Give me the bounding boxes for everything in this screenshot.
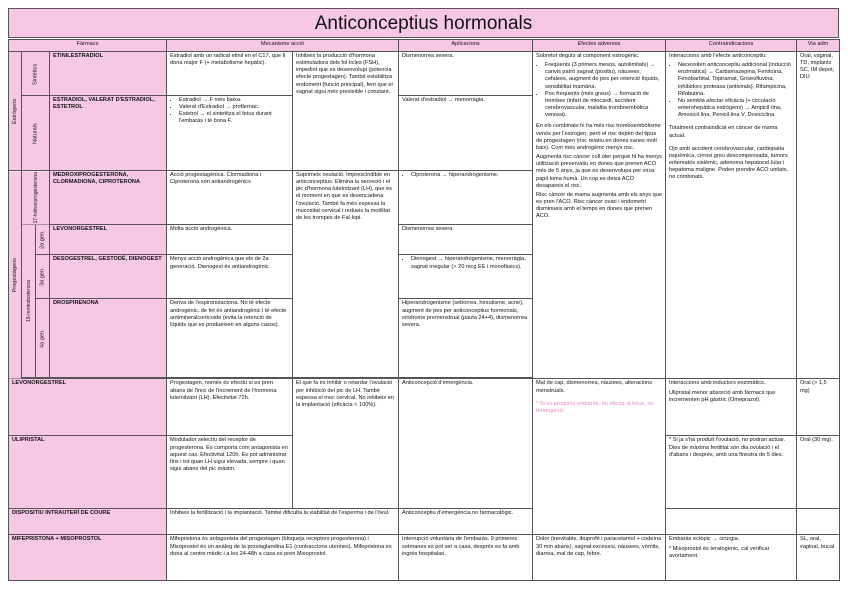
efectes-emergency-note: * Si es produeix embaràs, no afecta al fetus, no teratogènic. — [536, 400, 654, 414]
contra-ulipristal: * Si ja s'ha produït l'ovulació, no podran actuar. Dies de màxima fertilitat són dia ovulació i el d'abans i després, amb una finestra de 5 dies. — [666, 436, 797, 509]
app-desogestrel — [399, 255, 533, 299]
subgroup-gen2: 2a gen. — [36, 225, 50, 255]
drug-drospirenona: DROSPIRENONA — [50, 299, 167, 378]
efectes-emergency — [533, 379, 666, 535]
mech-estradiol — [167, 96, 293, 171]
app-levonorgestrel-2gen: Dismenorrea severa. — [399, 225, 533, 255]
contra-levo-text: Interaccions amb inductors enzimàtics. — [669, 380, 766, 387]
app-etinilestradiol: Dismenorrea severa. — [399, 52, 533, 96]
app-deso-list — [402, 256, 529, 270]
drug-diu: DISPOSITIU INTRAUTERÍ DE COURE — [9, 509, 167, 535]
app-mifepristona: Interrupció voluntària de l'embaràs. 9 primeres setmanes es pot ser a casa, després es fa amb ingrés hospitalari. — [399, 535, 533, 581]
via-mifepristona: SL, oral, vaginal, bucal. — [797, 535, 840, 581]
drug-etinilestradiol: ETINILESTRADIOL — [50, 52, 167, 96]
contra-item: • Necessiten anticonceptiu addicional (inducció enzimàtica) → Carbamazepina, Fenitoïna, Fenobarbital, Topiramat, Griseofluvina, inhibidors proteasa (antivirals), Rifampicina, Rifabutina. — [678, 62, 793, 98]
mech-estrogens: Inhibeix la producció d'hormona estimuladora dels fol·licles (FSH), impedint que es desenvolupi (potencia efecte progestagen). També estabilitza endometri (funció principal), fent que el sagnat sigui més previsible i constant. — [293, 52, 399, 171]
header-farmacs: Fàrmacs — [9, 40, 167, 52]
drug-ulipristal: ULIPRISTAL — [9, 436, 167, 509]
contra-item: • No sembla afectar eficàcia (+ circulació enterohepàtica estrògens) → Ampicil·lina, Amoxicil·lina, Penicil·lina V, Doxiciclina. — [678, 98, 793, 119]
row-mifepristona — [9, 535, 840, 581]
mech-medroxiprogesterona: Acció progestagènica. Clormadiona i Ciproterona són antiandrogènics — [167, 171, 293, 225]
app-medroxiprogesterona — [399, 171, 533, 225]
subgroup-naturals: Naturals — [22, 96, 50, 171]
app-estradiol: Valerat d'estradiol → menorràgia. — [399, 96, 533, 171]
mech-item: • Estetrol → el sintetitza el fetus durant l'embaràs i té bona F. — [179, 111, 289, 125]
header-via: Via adm — [797, 40, 840, 52]
mech-item: • Valerat d'Estradiol → profàrmac. — [179, 104, 289, 111]
contra-p2: Totalment contraindicat en càncer de mama actual. — [669, 125, 778, 139]
mech-levonorgestrel-2gen: Molta acció androgènica. — [167, 225, 293, 255]
subgroup-sintetics: Sintètics — [22, 52, 50, 96]
contra-levonorgestrel — [666, 379, 797, 436]
drug-estradiol: ESTRADIOL, VALERAT D'ESTRADIOL, ESTETROL — [50, 96, 167, 171]
subgroup-hidroxi: 17-hidroxiprogesterona — [22, 171, 50, 225]
drug-levonorgestrel-2gen: LEVONORGESTREL — [50, 225, 167, 255]
drug-medroxiprogesterona: MEDROXIPROGESTERONA, CLORMADIONA, CIPROTERONA — [50, 171, 167, 225]
efectes-p3: Augmenta risc càncer coll úter perquè hi ha menys utilització preservatiu en dones que prenen ACO més de 5 anys, ja que es desenvolupa per virus papil·loma humà. Un cop es deixa ACO desapareix el risc. — [536, 154, 662, 189]
subgroup-gen3: 3a gen. — [36, 255, 50, 299]
header-mecanisme: Mecanisme acció — [167, 40, 399, 52]
mech-etinilestradiol: Estradiol amb un radical etinil en el C17, que li dona major F (+ metabolisme hepàtic). — [167, 52, 293, 96]
drug-desogestrel: DESOGESTREL, GESTODÈ, DIENOGEST — [50, 255, 167, 299]
mech-progestagens: Suprimeix ovulació. Imprescindible en anticonceptius. Elimina la secreció i el pic d'hormona luteïnitzant (LH), que és el moment en que es desencadena l'ovulació. També fa més espessa la mucositat cervical i redueix la motilitat de les trompes de Fal·lopi. — [293, 171, 399, 378]
main-table — [8, 39, 840, 581]
app-drospirenona: Hiperandrogenisme (seborrea, hirsutisme, acne), augment de pes per anticonceptius hormonals, síndrome premenstrual (pauta 24+4), dismenorrea severa. — [399, 299, 533, 378]
contra-diu — [666, 509, 797, 535]
via-hormonals: Oral, vaginal, TD, implants SC, IM depot, DIU — [797, 52, 840, 379]
efectes-hormonals — [533, 52, 666, 379]
drug-levonorgestrel: LEVONORGESTREL — [9, 379, 167, 436]
mech-drospirenona: Deriva de l'espironolactona. No té efecte androgènic, de fet és antiandrogènic i té efecte antimineralcorticoide (evita la retenció de líquids que es produeixen en alguns casos). — [167, 299, 293, 378]
efectes-list — [536, 62, 662, 119]
efectes-p2: En els combinats hi ha més risc tromboembòlisme venós per l'estrogen, però el risc depèn del tipus de progestagen (risc relatiu en dones sanes molt baix). Com més androgènic menys risc. — [536, 123, 661, 151]
efectes-p4: Risc càncer de mama augmenta amb els anys que es pren l'ACO. Risc càncer ovari i endometri disminueix amb el temps en dones que prenen ACO. — [536, 191, 662, 220]
mech-mifepristona: Mifepristona és antagonista del progestagen (bloqueja receptors progesterona) i Misoprostol és un anàleg de la prostaglandina E1 (contraccions uterines). Mifepristona es dona al centre mèdic i a les 24-48h a casa es pren Misoprostol. — [167, 535, 399, 581]
contra-mife-text: Embaràs ectòpic → cirurgia. — [669, 536, 740, 543]
mech-desogestrel: Menys acció androgènica que els de 2a generació. Dienogest és antiandrogènic. — [167, 255, 293, 299]
contra-intro: Interaccions amb l'efecte anticonceptiu: — [669, 53, 767, 59]
contra-hormonals — [666, 52, 797, 379]
header-contraindicacions: Contraindicacions — [666, 40, 797, 52]
app-item: • Ciproterona → hiperandrogenisme. — [411, 172, 529, 179]
page-title: Anticonceptius hormonals — [8, 8, 839, 38]
via-diu — [797, 509, 840, 535]
row-etinilestradiol — [9, 52, 840, 96]
via-levonorgestrel: Oral (> 1,5 mg) — [797, 379, 840, 436]
contra-mife-text2: * Misoprostol és teratogènic, cal verificar avortament. — [669, 545, 770, 559]
header-aplicacions: Aplicacions — [399, 40, 533, 52]
mech-ulipristal: Modulador selectiu del receptor de progesterona. Es comporta com antagonista en aquest cas. Efectivitat 120h. Es pot administrar fins i tot quan LH sigui elevada, sempre i quan sigui abans del pic màxim. — [167, 436, 293, 509]
mech-levonorgestrel: Progestagen, només és efectiu si es pren abans de l'inici de l'increment de l'hormona luteïnitzant (LH). Efectivitat 72h. — [167, 379, 293, 436]
efectes-emergency-text: Mal de cap, dismenorrea, nàusees, alteracions menstruals. — [536, 380, 652, 394]
app-diu: Anticonceptiu d'emergència no farmacològic. — [399, 509, 533, 535]
contra-p3: Ojo amb accident cerebrovascular, cardiopatia isquèmica, cirrosi greu descompensada, tumors eritematós sistèmic, adenoma hepatocel·lular i hepatoma maligne. Poden prendre ACO unitats, no combinats. — [669, 145, 789, 181]
mech-emergency: El que fa és inhibir o retardar l'ovulació per inhibició del pic de LH. També espessa el moc cervical. No inhibeix en la implantació (eficàcia < 100%). — [293, 379, 399, 509]
subgroup-nortestosterona: 19-nortestosterona — [22, 225, 36, 378]
efectes-intro: Sobretot deguts al component estrogènic. — [536, 53, 640, 59]
subgroup-gen4: 4a gen. — [36, 299, 50, 378]
efectes-item: • Freqüents (3 primers mesos, autolimitats) → canvis patró sagnat (positiu), nàusees, cefalees, augment de pes per retenció líquids, sensibilitat mamària. — [545, 62, 662, 91]
header-efectes: Efectes adversos — [533, 40, 666, 52]
group-estrogens: Estrògens — [9, 52, 22, 171]
header-row — [9, 40, 840, 52]
contra-levo-text2: Ulipristal menor absorció amb fàrmacs que incrementen pH gàstric (Omeprazol). — [669, 389, 776, 403]
row-levonorgestrel — [9, 379, 840, 436]
mech-estradiol-list — [170, 97, 289, 126]
group-progestagens: Progestàgens — [9, 171, 22, 379]
app-medroxi-list — [402, 172, 529, 179]
contra-mifepristona — [666, 535, 797, 581]
efectes-mifepristona: Dolor (inevitable, ibuprofè i paracetamol + codeïna 30 min abans), sagnat excessiu, nàusees, vòmits, diarrea, mal de cap, febre. — [533, 535, 666, 581]
app-item: • Dienogest → hiperandrogenisme, menorràgia, sagnat irregular (> 20 mcg EE i monofàsics). — [411, 256, 529, 270]
contra-list — [669, 62, 793, 119]
mech-item: • Estradiol → F més baixa. — [179, 97, 289, 104]
via-ulipristal: Oral (30 mg). — [797, 436, 840, 509]
drug-mifepristona: MIFEPRISTONA + MISOPROSTOL — [9, 535, 167, 581]
row-diu — [9, 509, 840, 535]
mech-diu: Inhibeix la fertilització i la implantació. També dificulta la viabilitat de l'esperma i de l'òvul. — [167, 509, 399, 535]
efectes-item: • Poc freqüents (més greus) → formació de trombes (infart de miocardi, accident cerebrovascular, malaltia tromboembòlica venosa). — [545, 91, 662, 120]
app-emergency: Anticoncepció d'emergència. — [399, 379, 533, 509]
